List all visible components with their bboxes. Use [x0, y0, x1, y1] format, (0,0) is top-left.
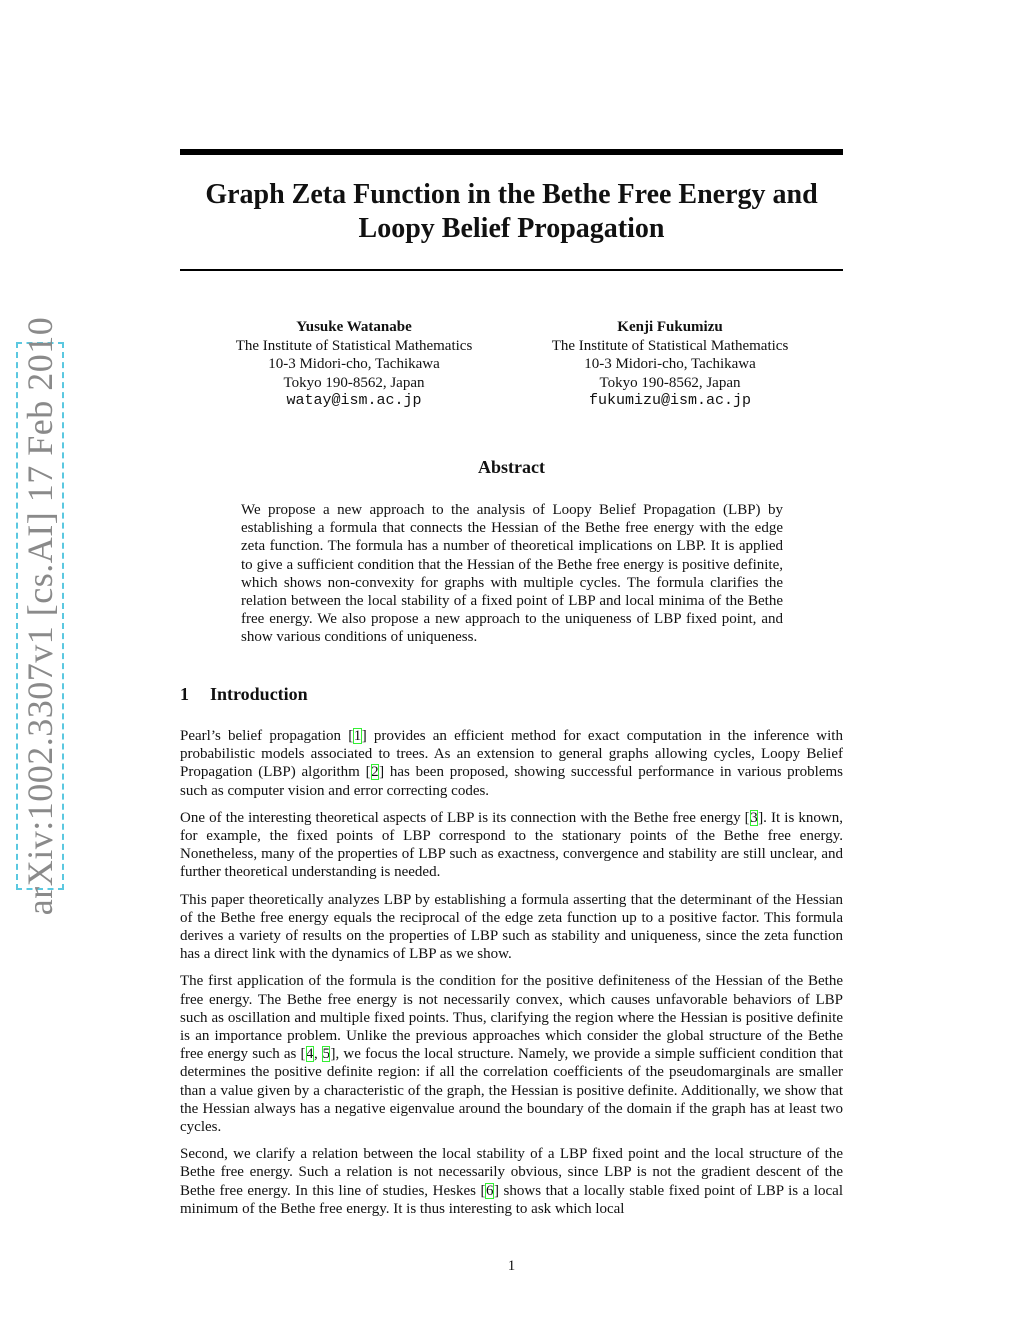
citation-link[interactable]: 4	[306, 1046, 314, 1063]
paragraph-text: One of the interesting theoretical aspects of LBP is its connection with the Bethe free energy [	[180, 809, 750, 826]
paper-title	[180, 178, 843, 246]
paragraph-text: ]. It is known, for example, the fixed points of LBP correspond to the stationary points of the Bethe free energy. Nonetheless, many of the properties of LBP such as exactness, convergence and stability are still unclear, and further theoretical understanding is needed.	[180, 809, 843, 881]
author-name: Yusuke Watanabe	[296, 319, 412, 335]
abstract-heading: Abstract	[478, 457, 545, 477]
title-rule-top	[180, 149, 843, 155]
paragraph-1	[180, 727, 843, 800]
citation-link[interactable]: 5	[322, 1046, 330, 1063]
title-rule-bottom	[180, 269, 843, 271]
paragraph-text: Pearl’s belief propagation [	[180, 728, 354, 744]
citation-link[interactable]: 3	[750, 809, 758, 826]
author-email: fukumizu@ism.ac.jp	[588, 392, 752, 410]
author-institution: The Institute of Statistical Mathematics	[235, 337, 473, 354]
author-institution: The Institute of Statistical Mathematics	[551, 337, 789, 354]
abstract-body: We propose a new approach to the analysis of Loopy Belief Propagation (LBP) by establishing a formula that connects the Hessian of the Bethe free energy with the edge zeta function. The formula has a number of theoretical implications on LBP. It is applied to give a sufficient condition that the Hessian of the Bethe free energy is positive definite, which shows non-convexity for graphs with multiple cycles. The formula clarifies the relation between the local stability of a fixed point of LBP and local minima of the Bethe free energy. We also propose a new approach to the uniqueness of LBP fixed point, and show various conditions of uniqueness.	[241, 502, 783, 646]
title-line-1: Graph Zeta Function in the Bethe Free Energy and	[205, 179, 818, 210]
title-line-2: Loopy Belief Propagation	[358, 213, 665, 244]
arxiv-identifier: arXiv:1002.3307v1 [cs.AI] 17 Feb 2010	[20, 316, 60, 916]
author-address-1: 10-3 Midori-cho, Tachikawa	[268, 356, 440, 373]
section-number: 1	[180, 684, 189, 704]
page-number: 1	[507, 1258, 516, 1274]
paragraph-text: ] provides an efficient method for exact computation in the inference with probabilistic models associated to trees. As an extension to general graphs allowing cycles, Loopy Belief Propagation (LBP) algorithm [	[180, 728, 843, 781]
paragraph-text: ,	[314, 1046, 322, 1063]
section-heading	[180, 684, 308, 705]
author-address-2: Tokyo 190-8562, Japan	[283, 374, 425, 391]
paragraph-text: Second, we clarify a relation between the local stability of a LBP fixed point and the local structure of the Bethe free energy. Such a relation is not necessarily obvious, since LBP is not the gradient descent of the Bethe free energy. In this line of studies, Heskes [	[180, 1146, 843, 1199]
author-address-2: Tokyo 190-8562, Japan	[599, 374, 741, 391]
paragraph-3: This paper theoretically analyzes LBP by establishing a formula asserting that the determinant of the Hessian of the Bethe free energy equals the reciprocal of the edge zeta function up to a positive factor. This formula derives a variety of results on the properties of LBP such as stability and uniqueness, since the zeta function has a direct link with the dynamics of LBP as we show.	[180, 891, 843, 963]
author-block-1	[194, 318, 514, 411]
paragraph-4	[180, 972, 843, 1136]
section-title: Introduction	[210, 684, 308, 704]
author-name: Kenji Fukumizu	[617, 319, 723, 335]
arxiv-stamp	[16, 316, 64, 916]
paragraph-text: ] has been proposed, showing successful performance in various problems such as computer vision and error correcting codes.	[180, 764, 844, 799]
paragraph-text: The first application of the formula is the condition for the positive definiteness of the Hessian of the Bethe free energy. The Bethe free energy is not necessarily convex, which causes unfavorable behaviors of LBP such as oscillation and multiple fixed points. Thus, clarifying the region where the Hessian is positive definite is an importance problem. Unlike the previous approaches which consider the global structure of the Bethe free energy such as [	[180, 973, 843, 1063]
paragraph-5	[180, 1145, 843, 1218]
paragraph-text: ] shows that a locally stable fixed point of LBP is a local minimum of the Bethe free energy. It is thus interesting to ask which local	[180, 1182, 844, 1217]
author-email: watay@ism.ac.jp	[286, 392, 422, 410]
paragraph-text: ], we focus the local structure. Namely, we provide a simple sufficient condition that determines the positive definite region: if all the correlation coefficients of the pseudomarginals are smaller than a value given by a characteristic of the graph, the Hessian is positive definite. Additionally, we show that the Hessian always has a negative eigenvalue around the boundary of the domain if the graph has at least two cycles.	[180, 1046, 843, 1136]
citation-link[interactable]: 1	[353, 728, 362, 744]
author-block-2	[510, 318, 830, 411]
citation-link[interactable]: 2	[371, 764, 379, 781]
author-address-1: 10-3 Midori-cho, Tachikawa	[584, 356, 756, 373]
paragraph-2	[180, 809, 843, 882]
citation-link[interactable]: 6	[485, 1182, 494, 1199]
introduction-body	[180, 727, 843, 1227]
